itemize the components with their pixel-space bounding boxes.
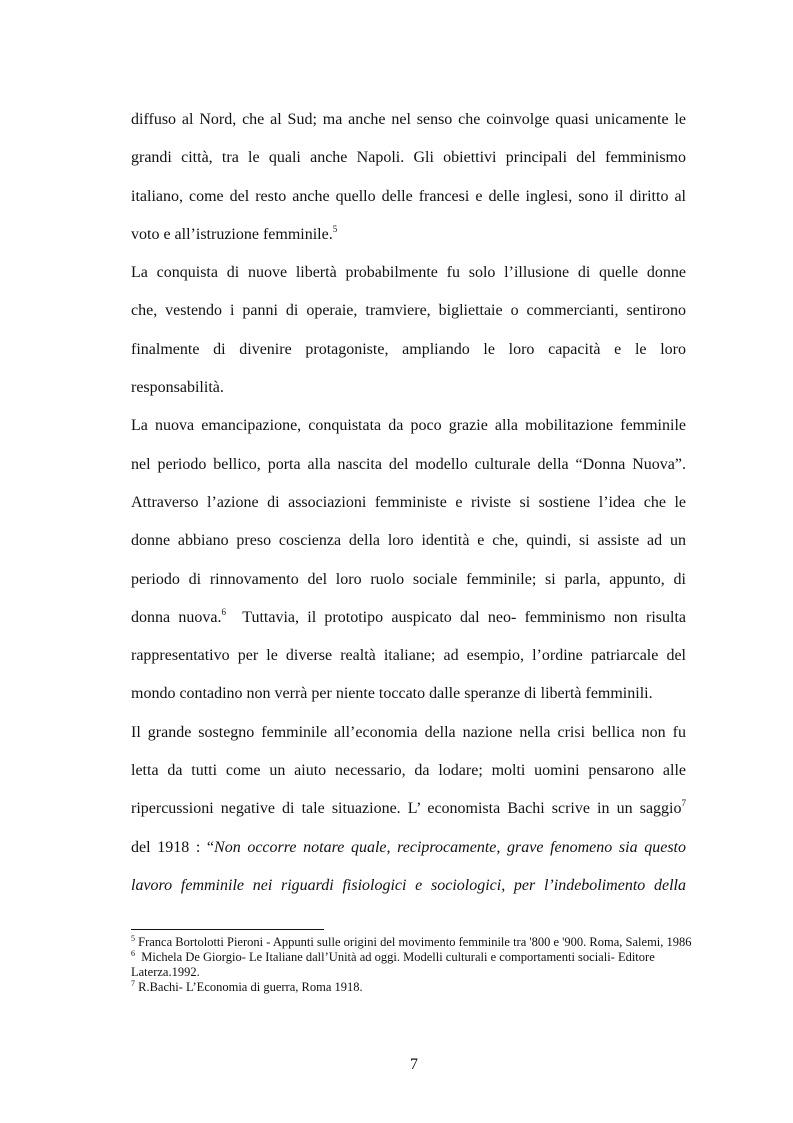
- text-line: nel periodo bellico, porta alla nascita del modello culturale della “Donna Nuova”.: [131, 455, 686, 473]
- paragraph-2: [131, 254, 686, 407]
- paragraph-3: [131, 407, 686, 713]
- text-line: letta da tutti come un aiuto necessario, da lodare; molti uomini pensarono alle: [131, 762, 686, 780]
- footnote-ref-6: 6: [221, 606, 226, 617]
- text-run: voto e all’istruzione femminile.: [131, 225, 333, 243]
- text-line: mondo contadino non verrà per niente toccato dalle speranze di libertà femminili.: [131, 685, 653, 703]
- text-line: finalmente di divenire protagoniste, ampliando le loro capacità e le loro: [131, 340, 686, 358]
- text-line: [131, 216, 686, 254]
- text-line: Attraverso l’azione di associazioni femministe e riviste si sostiene l’idea che le: [131, 493, 686, 511]
- page-number: 7: [410, 1056, 418, 1073]
- paragraph-1: [131, 101, 686, 254]
- quote-text: lavoro femminile nei riguardi fisiologici e sociologici, per l’indebolimento della: [131, 876, 686, 894]
- text-line: italiano, come del resto anche quello delle francesi e delle inglesi, sono il diritto al: [131, 187, 686, 205]
- text-line: periodo di rinnovamento del loro ruolo sociale femminile; si parla, appunto, di: [131, 570, 686, 588]
- footnote-5: [131, 935, 696, 950]
- footnote-text: R.Bachi- L’Economia di guerra, Roma 1918.: [135, 980, 363, 994]
- text-line: Il grande sostegno femminile all’economia della nazione nella crisi bellica non fu: [131, 723, 686, 741]
- text-run: donna nuova.: [131, 608, 222, 626]
- text-line: rappresentativo per le diverse realtà italiane; ad esempio, l’ordine patriarcale del: [131, 647, 686, 665]
- text-line: [131, 790, 686, 828]
- footnotes: [131, 935, 696, 995]
- text-run: ripercussioni negative di tale situazione. L’ economista Bachi scrive in un saggio: [131, 800, 682, 818]
- text-line: donne abbiano preso coscienza della loro identità e che, quindi, si assiste ad un: [131, 532, 686, 550]
- footnote-7: [131, 980, 696, 995]
- footnote-number: 6: [131, 949, 135, 958]
- text-line: diffuso al Nord, che al Sud; ma anche nel senso che coinvolge quasi unicamente le: [131, 111, 686, 128]
- text-line: responsabilità.: [131, 379, 224, 397]
- footnote-text: Franca Bortolotti Pieroni - Appunti sulle origini del movimento femminile tra '800 e '900. Roma, Salemi, 1986: [135, 935, 692, 949]
- text-line: [131, 829, 686, 867]
- footnote-text: Michela De Giorgio- Le Italiane dall’Unità ad oggi. Modelli culturali e comportamenti sociali- Editore Laterza.1992.: [131, 950, 658, 979]
- text-line: La conquista di nuove libertà probabilmente fu solo l’illusione di quelle donne: [131, 264, 686, 282]
- text-line: grandi città, tra le quali anche Napoli. Gli obiettivi principali del femminismo: [131, 149, 686, 167]
- text-run: Tuttavia, il prototipo auspicato dal neo- femminismo non risulta: [225, 608, 687, 626]
- footnote-number: 5: [131, 934, 135, 943]
- text-line: [131, 867, 686, 905]
- text-line: La nuova emancipazione, conquistata da poco grazie alla mobilitazione femminile: [131, 417, 686, 435]
- body-text: [131, 101, 686, 905]
- footnote-separator: [131, 929, 324, 930]
- text-line: che, vestendo i panni di operaie, tramviere, bigliettaie o commercianti, sentirono: [131, 302, 686, 320]
- text-line: [131, 599, 686, 637]
- footnote-ref-5: 5: [332, 223, 338, 234]
- footnote-ref-7: 7: [681, 798, 686, 809]
- footnote-6: [131, 950, 696, 980]
- paragraph-4: [131, 714, 686, 905]
- quote-text: Non occorre notare quale, reciprocamente, grave fenomeno sia questo: [214, 838, 686, 856]
- footnote-number: 7: [131, 979, 135, 988]
- text-run: del 1918 : “: [131, 838, 215, 856]
